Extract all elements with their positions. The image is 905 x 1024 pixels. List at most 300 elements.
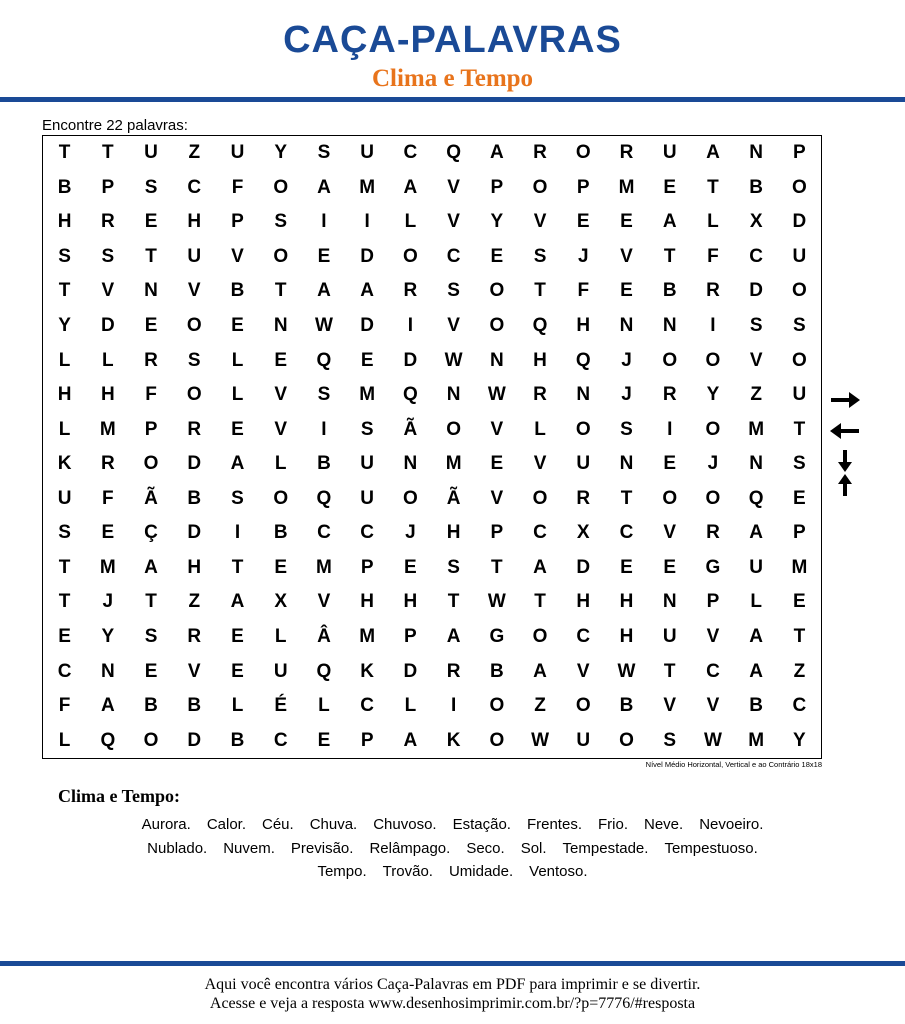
grid-cell[interactable]: T xyxy=(145,591,157,613)
grid-cell[interactable]: E xyxy=(663,176,677,198)
grid-cell[interactable]: S xyxy=(793,453,806,475)
grid-cell[interactable]: E xyxy=(317,729,331,751)
grid-cell[interactable]: S xyxy=(144,626,158,648)
grid-cell[interactable]: S xyxy=(793,315,806,337)
grid-cell[interactable]: J xyxy=(707,453,719,475)
grid-cell[interactable]: V xyxy=(663,522,677,544)
grid-cell[interactable]: U xyxy=(576,453,591,475)
grid-cell[interactable]: B xyxy=(144,695,158,717)
grid-cell[interactable]: I xyxy=(321,418,327,440)
grid-cell[interactable]: V xyxy=(706,626,720,648)
grid-cell[interactable]: C xyxy=(57,660,72,682)
grid-cell[interactable]: U xyxy=(187,245,202,267)
grid-cell[interactable]: Q xyxy=(316,660,332,682)
grid-cell[interactable]: Z xyxy=(750,384,762,406)
grid-cell[interactable]: L xyxy=(231,384,244,406)
grid-cell[interactable]: Q xyxy=(532,315,548,337)
grid-cell[interactable]: C xyxy=(273,729,288,751)
grid-cell[interactable]: O xyxy=(489,280,505,302)
grid-cell[interactable]: O xyxy=(489,315,505,337)
grid-cell[interactable]: R xyxy=(533,142,547,164)
grid-cell[interactable]: I xyxy=(321,211,327,233)
grid-cell[interactable]: P xyxy=(793,142,806,164)
grid-cell[interactable]: C xyxy=(533,522,547,544)
grid-cell[interactable]: E xyxy=(620,280,633,302)
grid-cell[interactable]: S xyxy=(447,556,460,578)
grid-cell[interactable]: É xyxy=(274,695,288,717)
grid-cell[interactable]: M xyxy=(748,729,765,751)
grid-cell[interactable]: R xyxy=(100,211,115,233)
grid-cell[interactable]: L xyxy=(534,418,546,440)
grid-cell[interactable]: E xyxy=(793,591,806,613)
grid-cell[interactable]: J xyxy=(621,384,632,406)
grid-cell[interactable]: C xyxy=(576,626,591,648)
grid-cell[interactable]: R xyxy=(706,522,720,544)
grid-cell[interactable]: C xyxy=(360,522,375,544)
grid-cell[interactable]: H xyxy=(187,211,202,233)
grid-cell[interactable]: U xyxy=(576,729,591,751)
grid-cell[interactable]: Q xyxy=(446,142,461,164)
grid-cell[interactable]: E xyxy=(274,349,288,371)
grid-cell[interactable]: S xyxy=(533,245,547,267)
grid-cell[interactable]: A xyxy=(706,142,720,164)
grid-cell[interactable]: L xyxy=(750,591,762,613)
grid-cell[interactable]: H xyxy=(619,591,634,613)
grid-cell[interactable]: I xyxy=(710,315,716,337)
grid-cell[interactable]: V xyxy=(490,418,504,440)
grid-cell[interactable]: O xyxy=(532,487,548,509)
grid-cell[interactable]: T xyxy=(102,142,114,164)
grid-cell[interactable]: N xyxy=(749,142,764,164)
grid-cell[interactable]: S xyxy=(274,211,288,233)
grid-cell[interactable]: B xyxy=(619,695,634,717)
grid-cell[interactable]: D xyxy=(360,315,375,337)
grid-cell[interactable]: O xyxy=(575,142,591,164)
grid-cell[interactable]: V xyxy=(187,660,201,682)
grid-cell[interactable]: C xyxy=(446,245,461,267)
grid-cell[interactable]: N xyxy=(619,315,634,337)
grid-cell[interactable]: O xyxy=(619,729,634,751)
grid-cell[interactable]: N xyxy=(403,453,418,475)
grid-cell[interactable]: P xyxy=(706,591,720,613)
grid-cell[interactable]: Q xyxy=(748,487,764,509)
grid-cell[interactable]: V xyxy=(447,211,460,233)
grid-cell[interactable]: J xyxy=(577,245,589,267)
grid-cell[interactable]: B xyxy=(317,453,331,475)
grid-cell[interactable]: S xyxy=(360,418,374,440)
grid-cell[interactable]: H xyxy=(619,626,634,648)
grid-cell[interactable]: H xyxy=(576,591,591,613)
grid-cell[interactable]: P xyxy=(144,418,158,440)
grid-cell[interactable]: V xyxy=(576,660,590,682)
grid-cell[interactable]: W xyxy=(531,729,550,751)
grid-cell[interactable]: J xyxy=(102,591,114,613)
grid-cell[interactable]: H xyxy=(57,384,72,406)
grid-cell[interactable]: O xyxy=(705,418,721,440)
grid-cell[interactable]: G xyxy=(705,556,721,578)
grid-cell[interactable]: S xyxy=(749,315,763,337)
grid-cell[interactable]: E xyxy=(101,522,115,544)
grid-cell[interactable]: U xyxy=(662,142,677,164)
grid-cell[interactable]: W xyxy=(487,384,506,406)
grid-cell[interactable]: P xyxy=(490,176,504,198)
grid-cell[interactable]: Â xyxy=(317,626,331,648)
grid-cell[interactable]: U xyxy=(57,487,72,509)
grid-cell[interactable]: T xyxy=(663,660,676,682)
grid-cell[interactable]: O xyxy=(791,176,807,198)
grid-cell[interactable]: H xyxy=(360,591,375,613)
grid-cell[interactable]: O xyxy=(662,349,678,371)
grid-cell[interactable]: W xyxy=(703,729,722,751)
grid-cell[interactable]: J xyxy=(405,522,416,544)
grid-cell[interactable]: I xyxy=(364,211,370,233)
grid-cell[interactable]: N xyxy=(662,591,677,613)
grid-cell[interactable]: F xyxy=(145,384,157,406)
grid-cell[interactable]: N xyxy=(489,349,504,371)
grid-cell[interactable]: V xyxy=(533,211,547,233)
grid-cell[interactable]: N xyxy=(749,453,764,475)
grid-cell[interactable]: S xyxy=(187,349,201,371)
grid-cell[interactable]: A xyxy=(533,660,547,682)
grid-cell[interactable]: M xyxy=(791,556,808,578)
grid-cell[interactable]: T xyxy=(231,556,244,578)
grid-cell[interactable]: P xyxy=(576,176,590,198)
grid-cell[interactable]: V xyxy=(274,384,288,406)
grid-cell[interactable]: W xyxy=(444,349,463,371)
grid-cell[interactable]: Z xyxy=(188,591,201,613)
grid-cell[interactable]: M xyxy=(359,176,376,198)
grid-cell[interactable]: T xyxy=(793,418,806,440)
grid-cell[interactable]: C xyxy=(619,522,634,544)
grid-cell[interactable]: L xyxy=(404,695,417,717)
grid-cell[interactable]: Y xyxy=(490,211,504,233)
grid-cell[interactable]: Y xyxy=(274,142,288,164)
grid-cell[interactable]: E xyxy=(231,418,244,440)
grid-cell[interactable]: O xyxy=(402,245,418,267)
grid-cell[interactable]: S xyxy=(58,245,71,267)
grid-cell[interactable]: V xyxy=(447,176,460,198)
grid-cell[interactable]: C xyxy=(317,522,331,544)
grid-cell[interactable]: U xyxy=(360,142,375,164)
grid-cell[interactable]: C xyxy=(706,660,720,682)
grid-cell[interactable]: O xyxy=(186,315,202,337)
grid-cell[interactable]: H xyxy=(533,349,547,371)
grid-cell[interactable]: M xyxy=(359,626,376,648)
grid-cell[interactable]: O xyxy=(143,453,159,475)
grid-cell[interactable]: T xyxy=(447,591,460,613)
grid-cell[interactable]: R xyxy=(619,142,634,164)
grid-cell[interactable]: P xyxy=(360,729,374,751)
grid-cell[interactable]: S xyxy=(317,384,331,406)
grid-cell[interactable]: O xyxy=(662,487,678,509)
grid-cell[interactable]: R xyxy=(100,453,115,475)
grid-cell[interactable]: H xyxy=(446,522,461,544)
grid-cell[interactable]: S xyxy=(317,142,331,164)
grid-cell[interactable]: L xyxy=(274,453,287,475)
grid-cell[interactable]: O xyxy=(402,487,418,509)
grid-cell[interactable]: V xyxy=(620,245,633,267)
grid-cell[interactable]: U xyxy=(792,384,807,406)
grid-cell[interactable]: T xyxy=(58,280,71,302)
grid-cell[interactable]: A xyxy=(749,660,764,682)
word-search-grid[interactable] xyxy=(42,135,822,759)
grid-cell[interactable]: A xyxy=(317,176,331,198)
grid-cell[interactable]: E xyxy=(231,660,244,682)
grid-cell[interactable]: M xyxy=(316,556,332,578)
grid-cell[interactable]: S xyxy=(101,245,115,267)
grid-cell[interactable]: A xyxy=(230,453,245,475)
grid-cell[interactable]: E xyxy=(58,626,71,648)
grid-cell[interactable]: P xyxy=(101,176,115,198)
grid-cell[interactable]: V xyxy=(317,591,331,613)
grid-cell[interactable]: E xyxy=(620,556,633,578)
grid-cell[interactable]: B xyxy=(187,695,202,717)
grid-cell[interactable]: M xyxy=(618,176,635,198)
grid-cell[interactable]: D xyxy=(187,453,202,475)
grid-cell[interactable]: E xyxy=(490,453,504,475)
grid-cell[interactable]: C xyxy=(749,245,764,267)
grid-cell[interactable]: D xyxy=(100,315,115,337)
grid-cell[interactable]: S xyxy=(447,280,460,302)
grid-cell[interactable]: F xyxy=(577,280,590,302)
grid-cell[interactable]: L xyxy=(58,349,71,371)
grid-cell[interactable]: E xyxy=(576,211,590,233)
grid-cell[interactable]: M xyxy=(748,418,765,440)
grid-cell[interactable]: Z xyxy=(793,660,806,682)
grid-cell[interactable]: A xyxy=(403,176,418,198)
grid-cell[interactable]: H xyxy=(100,384,115,406)
grid-cell[interactable]: C xyxy=(187,176,202,198)
grid-cell[interactable]: N xyxy=(619,453,634,475)
grid-cell[interactable]: O xyxy=(446,418,461,440)
grid-cell[interactable]: W xyxy=(314,315,333,337)
grid-cell[interactable]: W xyxy=(487,591,506,613)
grid-cell[interactable]: A xyxy=(749,626,764,648)
grid-cell[interactable]: I xyxy=(450,695,457,717)
grid-cell[interactable]: B xyxy=(230,280,245,302)
grid-cell[interactable]: X xyxy=(274,591,288,613)
grid-cell[interactable]: Ã xyxy=(446,487,461,509)
grid-cell[interactable]: O xyxy=(705,349,721,371)
grid-cell[interactable]: L xyxy=(58,729,71,751)
grid-cell[interactable]: A xyxy=(360,280,375,302)
grid-cell[interactable]: V xyxy=(490,487,504,509)
grid-cell[interactable]: I xyxy=(407,315,414,337)
grid-cell[interactable]: A xyxy=(403,729,418,751)
grid-cell[interactable]: E xyxy=(317,245,331,267)
grid-cell[interactable]: V xyxy=(663,695,677,717)
grid-cell[interactable]: L xyxy=(404,211,417,233)
grid-cell[interactable]: U xyxy=(662,626,677,648)
grid-cell[interactable]: O xyxy=(532,176,548,198)
grid-cell[interactable]: F xyxy=(58,695,71,717)
grid-cell[interactable]: Y xyxy=(58,315,71,337)
grid-cell[interactable]: H xyxy=(187,556,202,578)
grid-cell[interactable]: L xyxy=(707,211,719,233)
grid-cell[interactable]: O xyxy=(186,384,202,406)
grid-cell[interactable]: L xyxy=(231,349,244,371)
grid-cell[interactable]: Q xyxy=(316,487,332,509)
grid-cell[interactable]: I xyxy=(234,522,241,544)
grid-cell[interactable]: N xyxy=(446,384,461,406)
grid-cell[interactable]: Z xyxy=(188,142,201,164)
grid-cell[interactable]: H xyxy=(576,315,591,337)
grid-cell[interactable]: D xyxy=(187,522,202,544)
grid-cell[interactable]: O xyxy=(489,729,505,751)
grid-cell[interactable]: U xyxy=(273,660,288,682)
grid-cell[interactable]: F xyxy=(231,176,244,198)
grid-cell[interactable]: R xyxy=(403,280,418,302)
grid-cell[interactable]: S xyxy=(620,418,633,440)
grid-cell[interactable]: S xyxy=(144,176,158,198)
grid-cell[interactable]: U xyxy=(230,142,245,164)
grid-cell[interactable]: E xyxy=(144,660,158,682)
grid-cell[interactable]: T xyxy=(58,556,71,578)
grid-cell[interactable]: U xyxy=(749,556,764,578)
grid-cell[interactable]: E xyxy=(360,349,374,371)
grid-cell[interactable]: D xyxy=(792,211,807,233)
grid-cell[interactable]: U xyxy=(360,453,375,475)
grid-cell[interactable]: U xyxy=(360,487,375,509)
grid-cell[interactable]: C xyxy=(403,142,418,164)
grid-cell[interactable]: A xyxy=(446,626,461,648)
grid-cell[interactable]: M xyxy=(359,384,376,406)
grid-cell[interactable]: M xyxy=(445,453,462,475)
grid-cell[interactable]: T xyxy=(491,556,503,578)
grid-cell[interactable]: T xyxy=(534,280,546,302)
grid-cell[interactable]: E xyxy=(490,245,504,267)
grid-cell[interactable]: L xyxy=(318,695,330,717)
grid-cell[interactable]: R xyxy=(144,349,158,371)
grid-cell[interactable]: D xyxy=(187,729,202,751)
grid-cell[interactable]: K xyxy=(57,453,72,475)
grid-cell[interactable]: J xyxy=(621,349,632,371)
grid-cell[interactable]: L xyxy=(102,349,114,371)
grid-cell[interactable]: U xyxy=(792,245,807,267)
grid-cell[interactable]: Ã xyxy=(144,487,158,509)
grid-cell[interactable]: R xyxy=(187,626,202,648)
grid-cell[interactable]: D xyxy=(403,660,418,682)
grid-cell[interactable]: G xyxy=(489,626,505,648)
grid-cell[interactable]: O xyxy=(143,729,159,751)
grid-cell[interactable]: Q xyxy=(402,384,418,406)
grid-cell[interactable]: E xyxy=(793,487,806,509)
grid-cell[interactable]: E xyxy=(274,556,288,578)
grid-cell[interactable]: D xyxy=(749,280,764,302)
grid-cell[interactable]: A xyxy=(230,591,245,613)
grid-cell[interactable]: Z xyxy=(534,695,546,717)
grid-cell[interactable]: R xyxy=(533,384,547,406)
grid-cell[interactable]: O xyxy=(273,487,289,509)
grid-cell[interactable]: E xyxy=(663,556,677,578)
grid-cell[interactable]: A xyxy=(662,211,677,233)
grid-cell[interactable]: V xyxy=(187,280,201,302)
grid-cell[interactable]: A xyxy=(100,695,115,717)
grid-cell[interactable]: V xyxy=(231,245,244,267)
grid-cell[interactable]: H xyxy=(57,211,72,233)
grid-cell[interactable]: L xyxy=(231,695,244,717)
grid-cell[interactable]: O xyxy=(273,245,289,267)
grid-cell[interactable]: Ç xyxy=(144,522,158,544)
grid-cell[interactable]: E xyxy=(231,315,244,337)
grid-cell[interactable]: A xyxy=(317,280,331,302)
grid-cell[interactable]: U xyxy=(144,142,158,164)
grid-cell[interactable]: O xyxy=(532,626,548,648)
grid-cell[interactable]: D xyxy=(360,245,375,267)
grid-cell[interactable]: S xyxy=(663,729,677,751)
grid-cell[interactable]: L xyxy=(274,626,287,648)
grid-cell[interactable]: P xyxy=(404,626,417,648)
grid-cell[interactable]: B xyxy=(749,176,764,198)
grid-cell[interactable]: N xyxy=(273,315,288,337)
grid-cell[interactable]: B xyxy=(230,729,245,751)
grid-cell[interactable]: N xyxy=(576,384,591,406)
grid-cell[interactable]: E xyxy=(404,556,417,578)
grid-cell[interactable]: A xyxy=(533,556,547,578)
grid-cell[interactable]: A xyxy=(144,556,158,578)
grid-cell[interactable]: B xyxy=(273,522,288,544)
grid-cell[interactable]: F xyxy=(102,487,114,509)
grid-cell[interactable]: Q xyxy=(575,349,591,371)
grid-cell[interactable]: V xyxy=(533,453,547,475)
grid-cell[interactable]: X xyxy=(749,211,763,233)
grid-cell[interactable]: O xyxy=(273,176,289,198)
grid-cell[interactable]: Y xyxy=(793,729,806,751)
grid-cell[interactable]: E xyxy=(144,211,158,233)
grid-cell[interactable]: S xyxy=(58,522,71,544)
grid-cell[interactable]: T xyxy=(145,245,157,267)
grid-cell[interactable]: O xyxy=(575,695,591,717)
grid-cell[interactable]: O xyxy=(575,418,591,440)
grid-cell[interactable]: D xyxy=(576,556,591,578)
grid-cell[interactable]: O xyxy=(705,487,721,509)
grid-cell[interactable]: O xyxy=(489,695,505,717)
grid-cell[interactable]: V xyxy=(447,315,460,337)
grid-cell[interactable]: H xyxy=(403,591,418,613)
grid-cell[interactable]: C xyxy=(792,695,807,717)
grid-cell[interactable]: B xyxy=(749,695,764,717)
grid-cell[interactable]: T xyxy=(58,142,71,164)
grid-cell[interactable]: T xyxy=(58,591,71,613)
grid-cell[interactable]: K xyxy=(360,660,375,682)
grid-cell[interactable]: T xyxy=(274,280,287,302)
grid-cell[interactable]: A xyxy=(749,522,764,544)
grid-cell[interactable]: T xyxy=(663,245,676,267)
grid-cell[interactable]: Y xyxy=(101,626,115,648)
grid-cell[interactable]: V xyxy=(706,695,720,717)
grid-cell[interactable]: R xyxy=(446,660,461,682)
grid-cell[interactable]: N xyxy=(662,315,677,337)
grid-cell[interactable]: R xyxy=(706,280,720,302)
grid-cell[interactable]: Q xyxy=(100,729,116,751)
grid-cell[interactable]: Ã xyxy=(403,418,418,440)
grid-cell[interactable]: B xyxy=(489,660,504,682)
grid-cell[interactable]: F xyxy=(707,245,719,267)
grid-cell[interactable]: B xyxy=(662,280,677,302)
grid-cell[interactable]: N xyxy=(144,280,158,302)
grid-cell[interactable]: T xyxy=(534,591,546,613)
grid-cell[interactable]: R xyxy=(187,418,202,440)
grid-cell[interactable]: K xyxy=(446,729,461,751)
grid-cell[interactable]: N xyxy=(100,660,115,682)
grid-cell[interactable]: T xyxy=(793,626,806,648)
grid-cell[interactable]: V xyxy=(274,418,288,440)
grid-cell[interactable]: L xyxy=(58,418,71,440)
grid-cell[interactable]: B xyxy=(187,487,202,509)
grid-cell[interactable]: A xyxy=(489,142,504,164)
grid-cell[interactable]: W xyxy=(617,660,636,682)
grid-cell[interactable]: D xyxy=(403,349,418,371)
